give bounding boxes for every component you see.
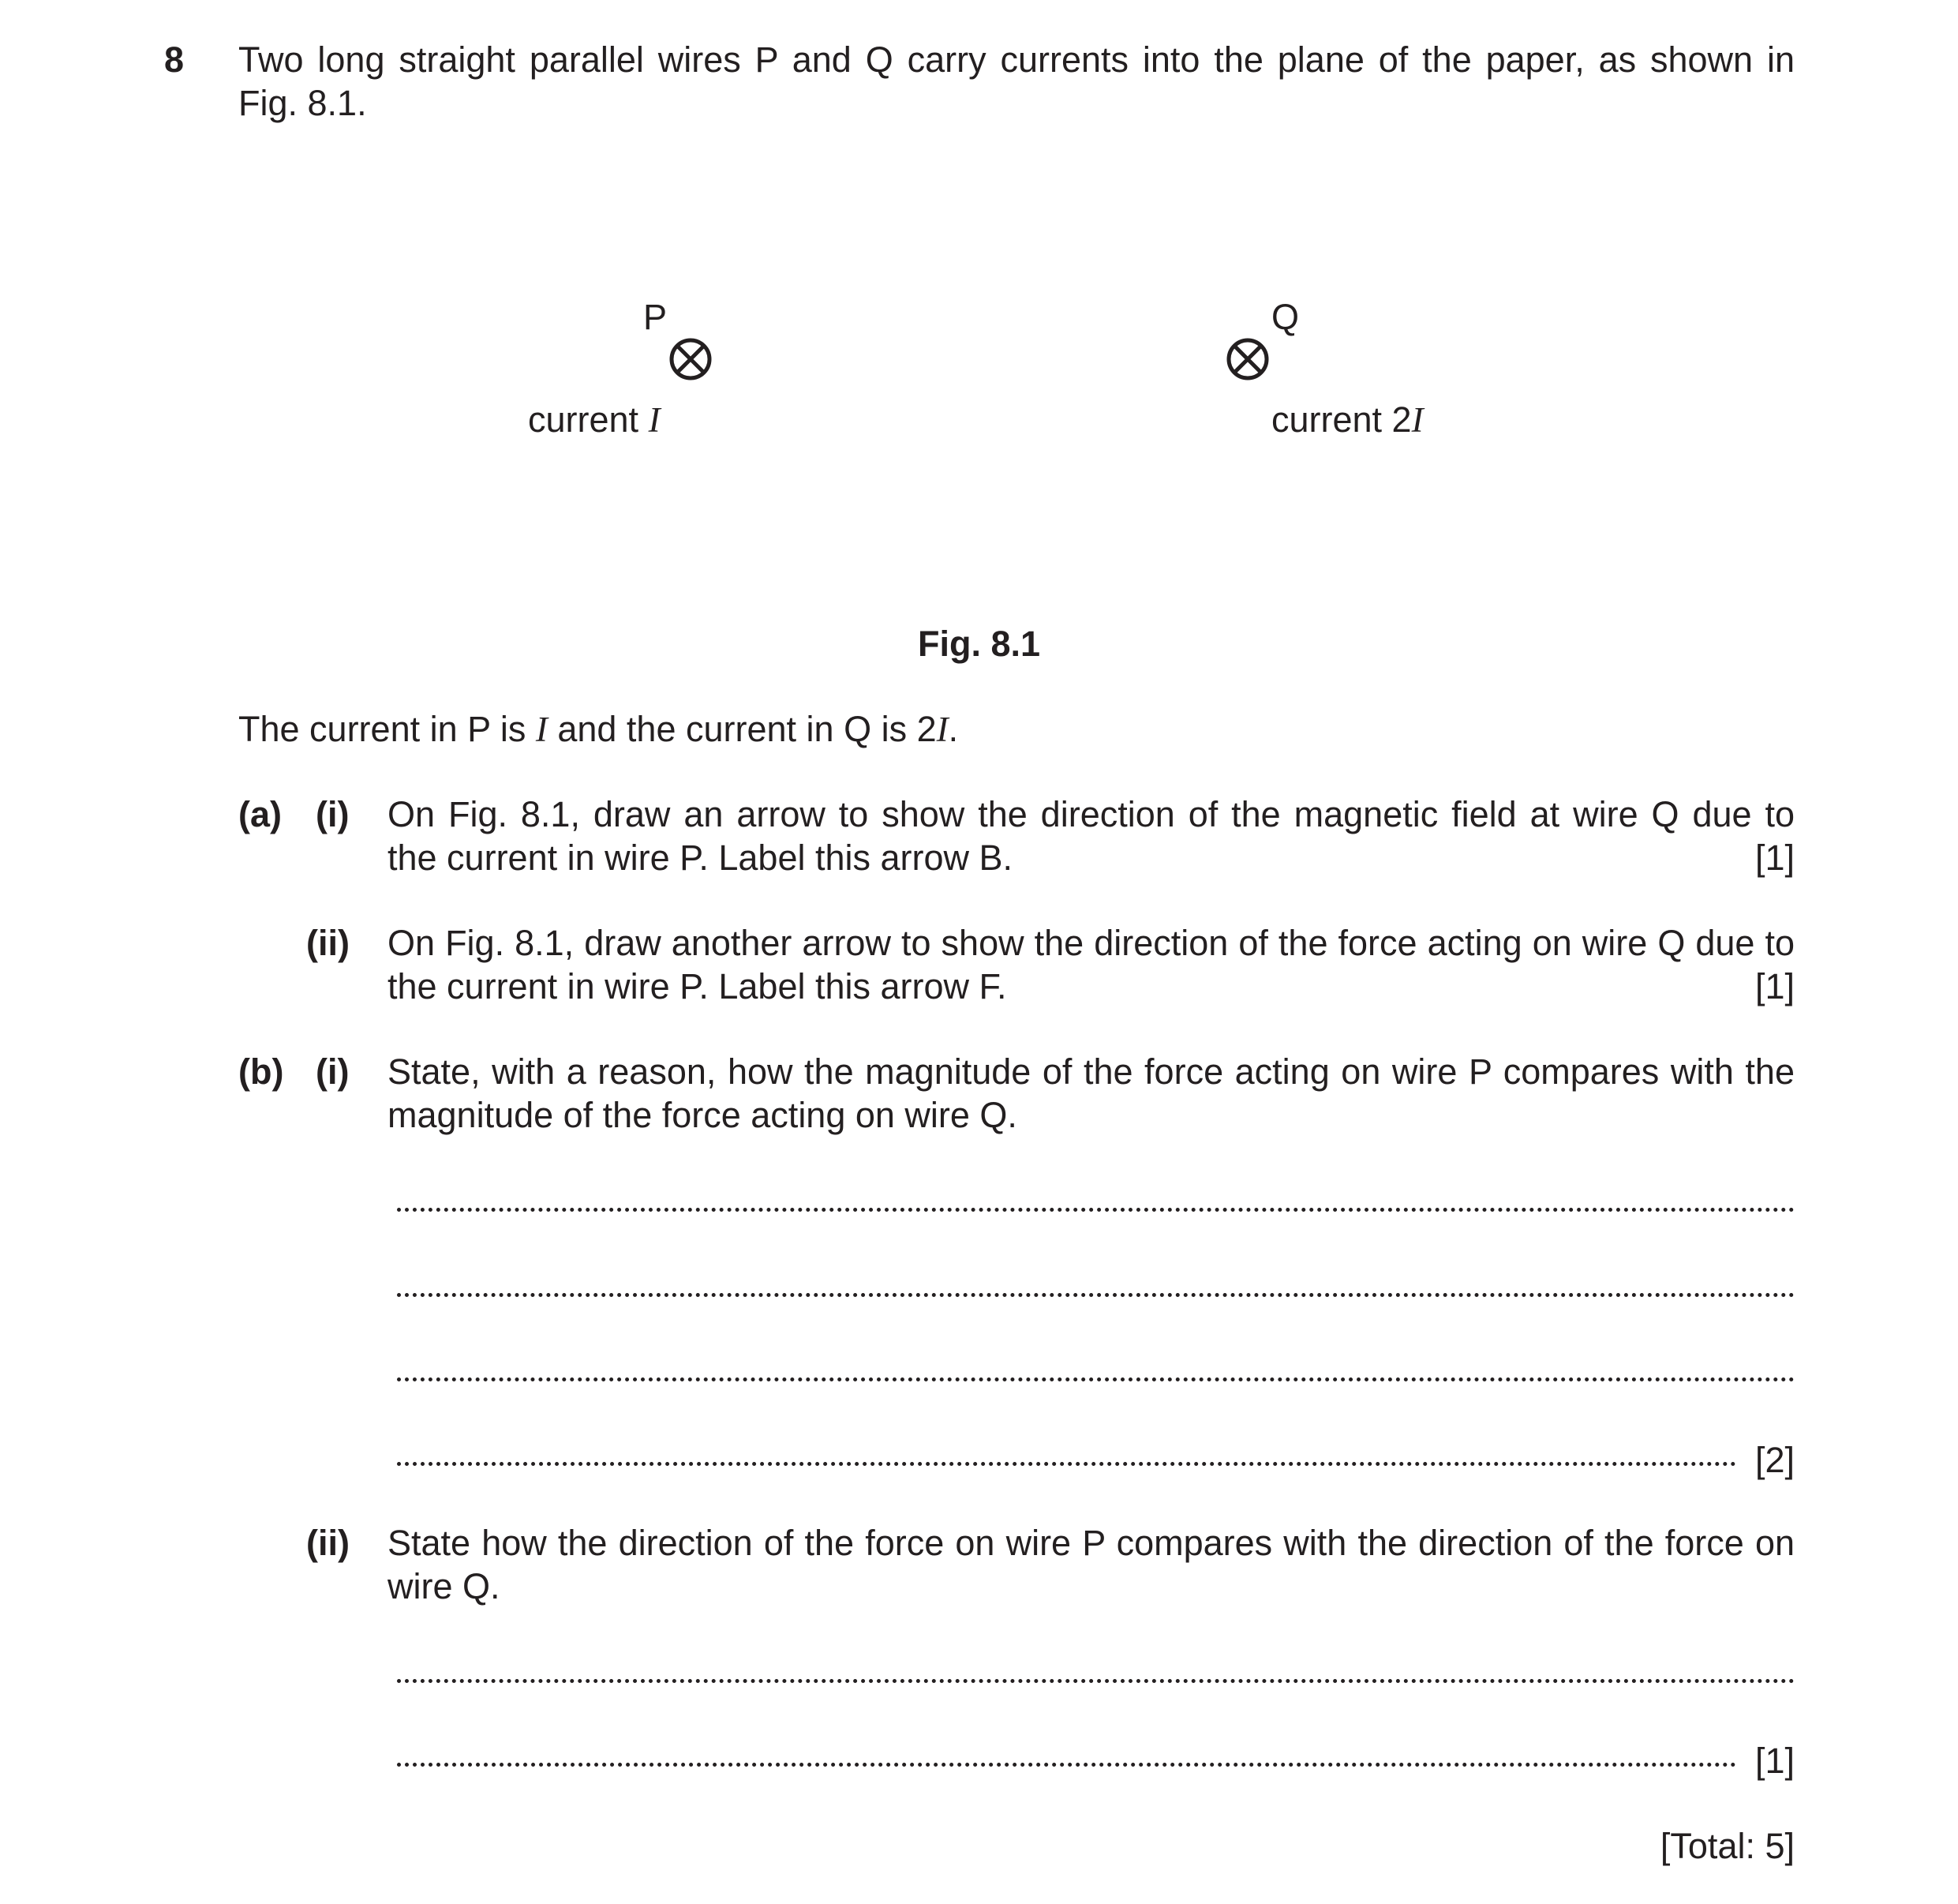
question-intro-line1: Two long straight parallel wires P and Q carry currents into the plane of the paper, as shown in: [238, 39, 1795, 80]
wire-q-label: Q: [1271, 297, 1300, 337]
wire-q-current-into-page-icon: [1226, 337, 1270, 381]
wire-q-current-label: current 2I: [1271, 399, 1424, 440]
wire-p-current-into-page-icon: [668, 337, 713, 381]
part-a-ii-marks: [1]: [1754, 966, 1795, 1006]
figure-caption: Fig. 8.1: [917, 624, 1041, 664]
part-b-i-line1: State, with a reason, how the magnitude of the force acting on wire P compares with the: [387, 1051, 1795, 1092]
part-b-ii-line1: State how the direction of the force on wire P compares with the direction of the force on: [387, 1523, 1795, 1563]
part-a-i-marks: [1]: [1754, 838, 1795, 878]
part-a-i-line1: On Fig. 8.1, draw an arrow to show the direction of the magnetic field at wire Q due to: [387, 794, 1795, 834]
part-a-i-line2: the current in wire P. Label this arrow B.: [387, 838, 1013, 878]
part-b-ii-line2: wire Q.: [387, 1566, 500, 1606]
part-a-i-label: (i): [316, 794, 350, 834]
current-statement: The current in P is I and the current in Q is 2I.: [238, 709, 959, 749]
part-b-i-label: (i): [316, 1051, 350, 1092]
figure-8-1: [0, 0, 1958, 687]
wire-p-current-label: current I: [528, 399, 661, 440]
part-b-label: (b): [238, 1051, 284, 1092]
answer-line-b-i-1[interactable]: [397, 1208, 1795, 1212]
part-a-ii-line1: On Fig. 8.1, draw another arrow to show the direction of the force acting on wire Q due to: [387, 923, 1795, 963]
part-b-i-line2: magnitude of the force acting on wire Q.: [387, 1095, 1017, 1135]
answer-line-b-ii-2[interactable]: [397, 1763, 1736, 1767]
question-intro-line2: Fig. 8.1.: [238, 83, 367, 123]
part-a-ii-label: (ii): [306, 923, 350, 963]
wire-p-label: P: [643, 297, 668, 337]
part-b-ii-label: (ii): [306, 1523, 350, 1563]
part-a-ii-line2: the current in wire P. Label this arrow F.: [387, 966, 1007, 1006]
part-a-label: (a): [238, 794, 282, 834]
answer-line-b-i-2[interactable]: [397, 1293, 1795, 1297]
part-b-i-marks: [2]: [1754, 1440, 1795, 1480]
total-marks: [Total: 5]: [1660, 1826, 1795, 1866]
answer-line-b-i-4[interactable]: [397, 1462, 1736, 1466]
answer-line-b-i-3[interactable]: [397, 1377, 1795, 1381]
answer-line-b-ii-1[interactable]: [397, 1679, 1795, 1683]
part-b-ii-marks: [1]: [1754, 1741, 1795, 1781]
question-number: 8: [164, 39, 185, 80]
